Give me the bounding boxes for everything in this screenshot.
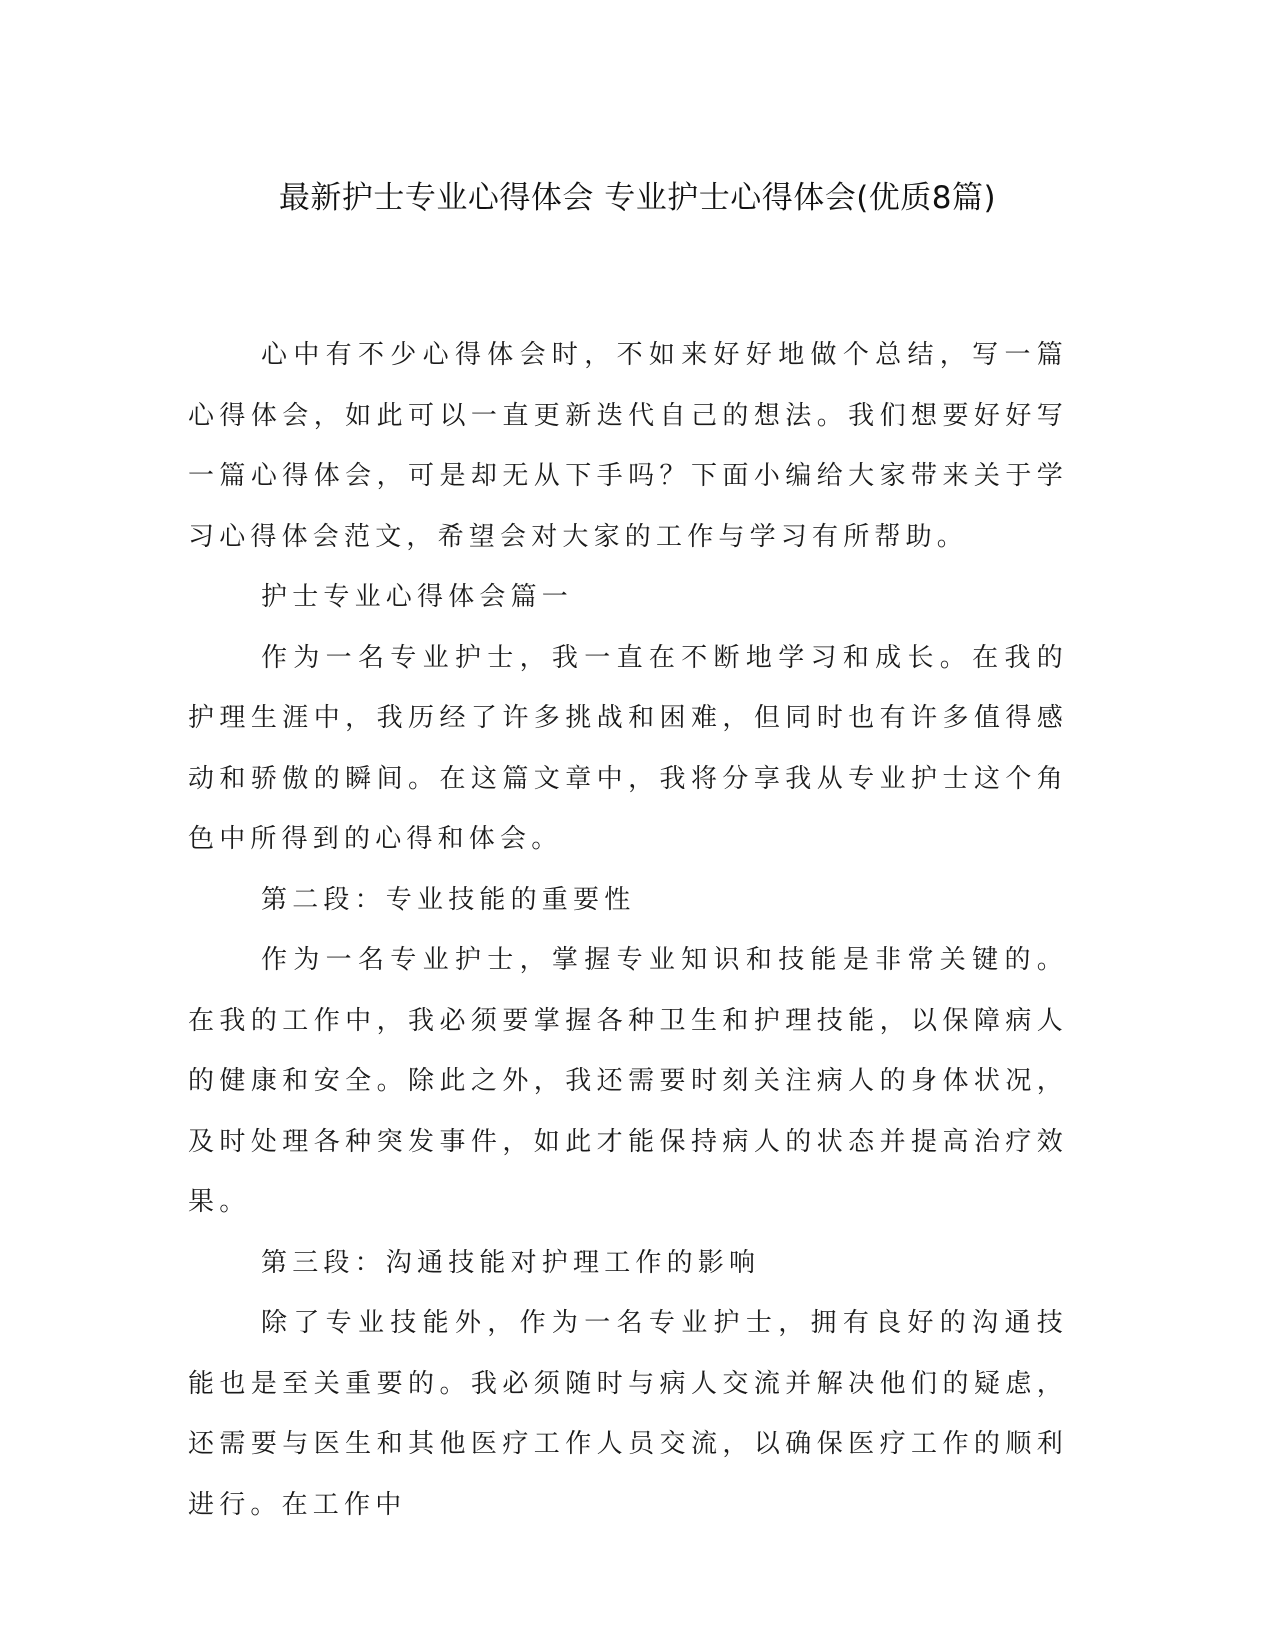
document-body	[188, 325, 1068, 1535]
section-heading-1: 护士专业心得体会篇一	[261, 582, 574, 612]
body-paragraph-3: 除了专业技能外，作为一名专业护士，拥有良好的沟通技能也是至关重要的。我必须随时与病人交流并解决他们的疑虑，还需要与医生和其他医疗工作人员交流，以确保医疗工作的顺利进行。在工作中	[188, 1308, 1068, 1520]
body-paragraph-2: 作为一名专业护士，掌握专业知识和技能是非常关键的。在我的工作中，我必须要掌握各种卫生和护理技能，以保障病人的健康和安全。除此之外，我还需要时刻关注病人的身体状况，及时处理各种突发事件，如此才能保持病人的状态并提高治疗效果。	[188, 945, 1068, 1217]
body-paragraph-1: 作为一名专业护士，我一直在不断地学习和成长。在我的护理生涯中，我历经了许多挑战和困难，但同时也有许多值得感动和骄傲的瞬间。在这篇文章中，我将分享我从专业护士这个角色中所得到的心得和体会。	[188, 642, 1068, 854]
document-title: 最新护士专业心得体会 专业护士心得体会(优质8篇)	[278, 180, 997, 216]
section-heading-3: 第三段：沟通技能对护理工作的影响	[261, 1247, 761, 1278]
section-heading-2: 第二段：专业技能的重要性	[261, 884, 636, 915]
intro-paragraph: 心中有不少心得体会时，不如来好好地做个总结，写一篇心得体会，如此可以一直更新迭代自己的想法。我们想要好好写一篇心得体会，可是却无从下手吗？下面小编给大家带来关于学习心得体会范文，希望会对大家的工作与学习有所帮助。	[188, 340, 1068, 552]
